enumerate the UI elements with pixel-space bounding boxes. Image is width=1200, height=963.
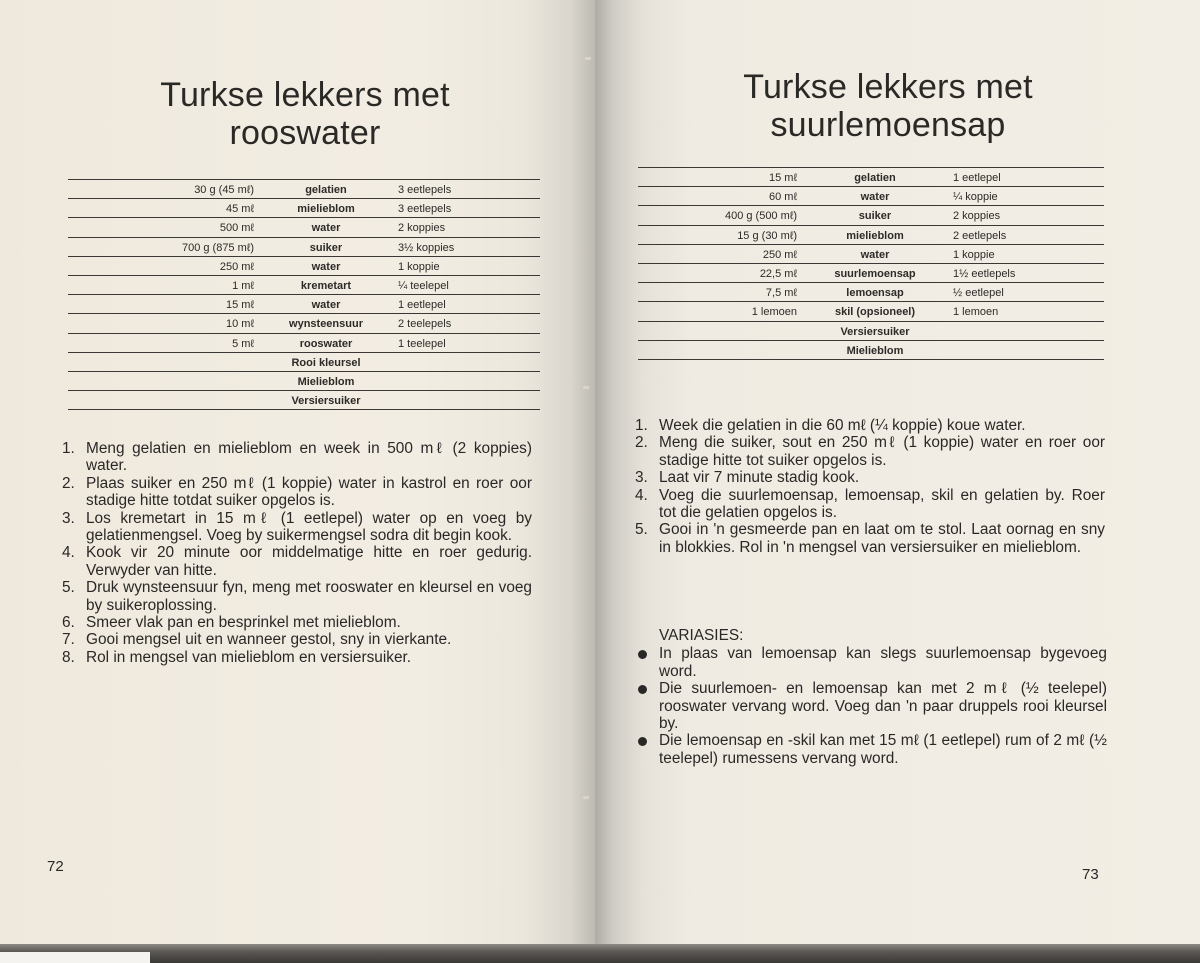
ingredient-name: suiker [309, 241, 343, 254]
extra-ingredient-row [68, 391, 540, 410]
ingredient-measure: 1 teelepel [398, 337, 446, 350]
ingredient-qty: 15 g (30 mℓ) [737, 229, 797, 242]
page-number: 72 [47, 858, 64, 875]
variation-text: In plaas van lemoensap kan slegs suurlemoensap bygevoeg word. [659, 645, 1107, 680]
ingredient-name: rooswater [299, 337, 353, 350]
extra-ingredient-row [638, 321, 1104, 340]
step-text: Laat vir 7 minute stadig kook. [659, 469, 860, 487]
ingredient-qty: 700 g (875 mℓ) [181, 241, 254, 254]
ingredient-qty: 45 mℓ [225, 203, 254, 216]
ingredient-measure: 3½ koppies [398, 241, 455, 254]
ingredient-qty: 500 mℓ [219, 222, 254, 235]
ingredient-qty: 22,5 mℓ [759, 268, 797, 281]
recipe-title: Turkse lekkers met rooswater [160, 76, 450, 152]
ingredient-measure: 3 eetlepels [398, 203, 452, 216]
right-page [595, 0, 1200, 948]
book-bottom-edge [0, 944, 1200, 963]
step-item [62, 649, 532, 666]
step-number: 2. [635, 434, 648, 452]
step-number: 7. [62, 631, 75, 649]
step-number: 5. [62, 579, 75, 597]
ingredient-row [638, 225, 1104, 244]
paper-strip [0, 952, 150, 963]
ingredient-row [68, 256, 540, 275]
step-item [62, 544, 532, 579]
step-number: 1. [635, 417, 648, 434]
ingredient-qty: 250 mℓ [219, 260, 254, 273]
show-through-text [647, 70, 656, 109]
step-number: 5. [635, 521, 648, 539]
ingredient-qty: 60 mℓ [768, 191, 797, 204]
ingredient-measure: 2 koppies [398, 222, 446, 235]
ingredient-row [68, 275, 540, 294]
method-steps [62, 440, 532, 666]
ingredient-row [68, 314, 540, 333]
ingredient-measure: 1 eetlepel [398, 299, 446, 312]
step-item [635, 434, 1105, 469]
ingredient-name: gelatien [305, 184, 347, 197]
extra-ingredient: Mielieblom [297, 375, 355, 388]
ingredient-row [638, 302, 1104, 321]
ingredient-measure: 1 eetlepel [953, 172, 1001, 185]
bullet-icon [638, 737, 647, 746]
ingredient-measure: 1 koppie [953, 248, 995, 261]
ingredient-row [638, 244, 1104, 263]
variations-section [635, 627, 1107, 767]
step-item [635, 417, 1105, 434]
variation-item [635, 680, 1107, 732]
ingredient-measure: 3 eetlepels [398, 184, 452, 197]
binding-stitch [583, 796, 589, 799]
step-text: Gooi mengsel uit en wanneer gestol, sny in vierkante. [86, 631, 452, 649]
step-text: Week die gelatien in die 60 mℓ (¼ koppie) koue water. [659, 417, 1026, 434]
step-item [62, 510, 532, 545]
step-text: Meng die suiker, sout en 250 mℓ (1 koppie) water en roer oor stadige hitte tot suiker opgelos is. [659, 434, 1105, 469]
ingredient-measure: ¼ teelepel [398, 280, 449, 293]
ingredient-measure: 2 koppies [953, 210, 1001, 223]
ingredient-name: water [860, 191, 890, 204]
ingredient-row [68, 218, 540, 237]
ingredients-table [638, 167, 1104, 360]
ingredient-row [68, 180, 540, 199]
ingredient-qty: 1 lemoen [751, 306, 797, 319]
step-number: 2. [62, 474, 75, 492]
left-page [0, 0, 595, 948]
step-item [62, 579, 532, 614]
ingredient-measure: 2 teelepels [398, 318, 452, 331]
ingredient-row [638, 283, 1104, 302]
extra-ingredient: Versiersuiker [291, 395, 361, 408]
step-item [62, 475, 532, 510]
step-number: 8. [62, 648, 75, 666]
step-item [635, 521, 1105, 556]
ingredient-qty: 250 mℓ [762, 248, 797, 261]
ingredient-name: water [311, 299, 341, 312]
ingredient-qty: 15 mℓ [768, 172, 797, 185]
ingredient-qty: 400 g (500 mℓ) [724, 210, 797, 223]
ingredient-row [68, 333, 540, 352]
ingredient-row [68, 199, 540, 218]
step-item [635, 469, 1105, 486]
ingredient-name: wynsteensuur [289, 318, 363, 331]
ingredient-qty: 10 mℓ [225, 318, 254, 331]
ingredient-name: water [311, 222, 341, 235]
ingredient-name: water [860, 248, 890, 261]
step-text: Los kremetart in 15 mℓ (1 eetlepel) water op en voeg by gelatienmengsel. Voeg by suikermengsel sodra dit begin kook. [86, 509, 532, 545]
step-text: Plaas suiker en 250 mℓ (1 koppie) water in kastrol en roer oor stadige hitte totdat suiker opgelos is. [86, 474, 532, 510]
ingredient-name: kremetart [300, 280, 352, 293]
ingredient-row [638, 206, 1104, 225]
extra-ingredient: Mielieblom [846, 344, 904, 357]
ingredient-measure: 2 eetlepels [953, 229, 1007, 242]
step-text: Kook vir 20 minute oor middelmatige hitte en roer gedurig. Verwyder van hitte. [86, 544, 532, 579]
ingredient-name: suiker [858, 210, 892, 223]
step-text: Gooi in 'n gesmeerde pan en laat om te stol. Laat oornag en sny in blokkies. Rol in 'n mengsel van versiersuiker en mielieblom. [659, 521, 1105, 556]
variation-text: Die lemoensap en -skil kan met 15 mℓ (1 eetlepel) rum of 2 mℓ (½ teelepel) rumessens vervang word. [659, 732, 1107, 767]
ingredient-measure: 1 koppie [398, 260, 440, 273]
ingredient-name: mielieblom [297, 203, 355, 216]
step-item [62, 440, 532, 475]
step-number: 4. [635, 486, 648, 504]
ingredient-row [68, 295, 540, 314]
variation-item [635, 645, 1107, 680]
ingredient-row [638, 263, 1104, 282]
page-number: 73 [1082, 866, 1099, 883]
step-item [62, 614, 532, 631]
ingredient-qty: 1 mℓ [232, 280, 254, 293]
ingredient-measure: ¼ koppie [953, 191, 998, 204]
ingredient-measure: 1½ eetlepels [953, 268, 1016, 281]
ingredient-qty: 15 mℓ [225, 299, 254, 312]
step-item [62, 631, 532, 648]
step-number: 4. [62, 544, 75, 562]
ingredient-row [638, 168, 1104, 187]
ingredient-name: suurlemoensap [834, 268, 916, 281]
step-item [635, 487, 1105, 522]
ingredient-name: water [311, 260, 341, 273]
step-number: 3. [62, 509, 75, 527]
step-text: Meng gelatien en mielieblom en week in 500 mℓ (2 koppies) water. [86, 440, 532, 475]
extra-ingredient-row [638, 340, 1104, 359]
step-number: 1. [62, 440, 75, 457]
bullet-icon [638, 650, 647, 659]
ingredients-table [68, 179, 540, 410]
ingredient-name: mielieblom [846, 229, 904, 242]
ingredient-qty: 5 mℓ [232, 337, 254, 350]
method-steps [635, 417, 1105, 556]
ingredient-name: gelatien [854, 172, 896, 185]
step-number: 6. [62, 614, 75, 632]
ingredient-measure: ½ eetlepel [953, 287, 1004, 300]
recipe-title: Turkse lekkers met suurlemoensap [743, 68, 1033, 144]
extra-ingredient: Versiersuiker [840, 325, 910, 338]
extra-ingredient-row [68, 371, 540, 390]
variations-heading: VARIASIES: [659, 627, 744, 644]
bullet-icon [638, 685, 647, 694]
ingredient-qty: 30 g (45 mℓ) [194, 184, 254, 197]
ingredient-measure: 1 lemoen [953, 306, 999, 319]
ingredient-row [68, 237, 540, 256]
ingredient-name: skil (opsioneel) [834, 306, 916, 319]
step-text: Druk wynsteensuur fyn, meng met rooswater en kleursel en voeg by suikeroplossing. [86, 579, 532, 614]
variation-item [635, 732, 1107, 767]
step-text: Smeer vlak pan en besprinkel met mielieblom. [86, 614, 401, 632]
variations-list [635, 645, 1107, 767]
binding-stitch [585, 57, 591, 60]
binding-stitch [583, 386, 589, 389]
step-text: Rol in mengsel van mielieblom en versiersuiker. [86, 648, 412, 666]
ingredient-row [638, 187, 1104, 206]
extra-ingredient-row [68, 352, 540, 371]
step-text: Voeg die suurlemoensap, lemoensap, skil en gelatien by. Roer tot die gelatien opgelos is. [659, 486, 1105, 522]
ingredient-qty: 7,5 mℓ [765, 287, 797, 300]
extra-ingredient: Rooi kleursel [291, 356, 361, 369]
step-number: 3. [635, 469, 648, 487]
variation-text: Die suurlemoen- en lemoensap kan met 2 mℓ (½ teelepel) rooswater vervang word. Voeg dan 'n paar druppels rooi kleursel by. [659, 680, 1107, 733]
ingredient-name: lemoensap [846, 287, 904, 300]
